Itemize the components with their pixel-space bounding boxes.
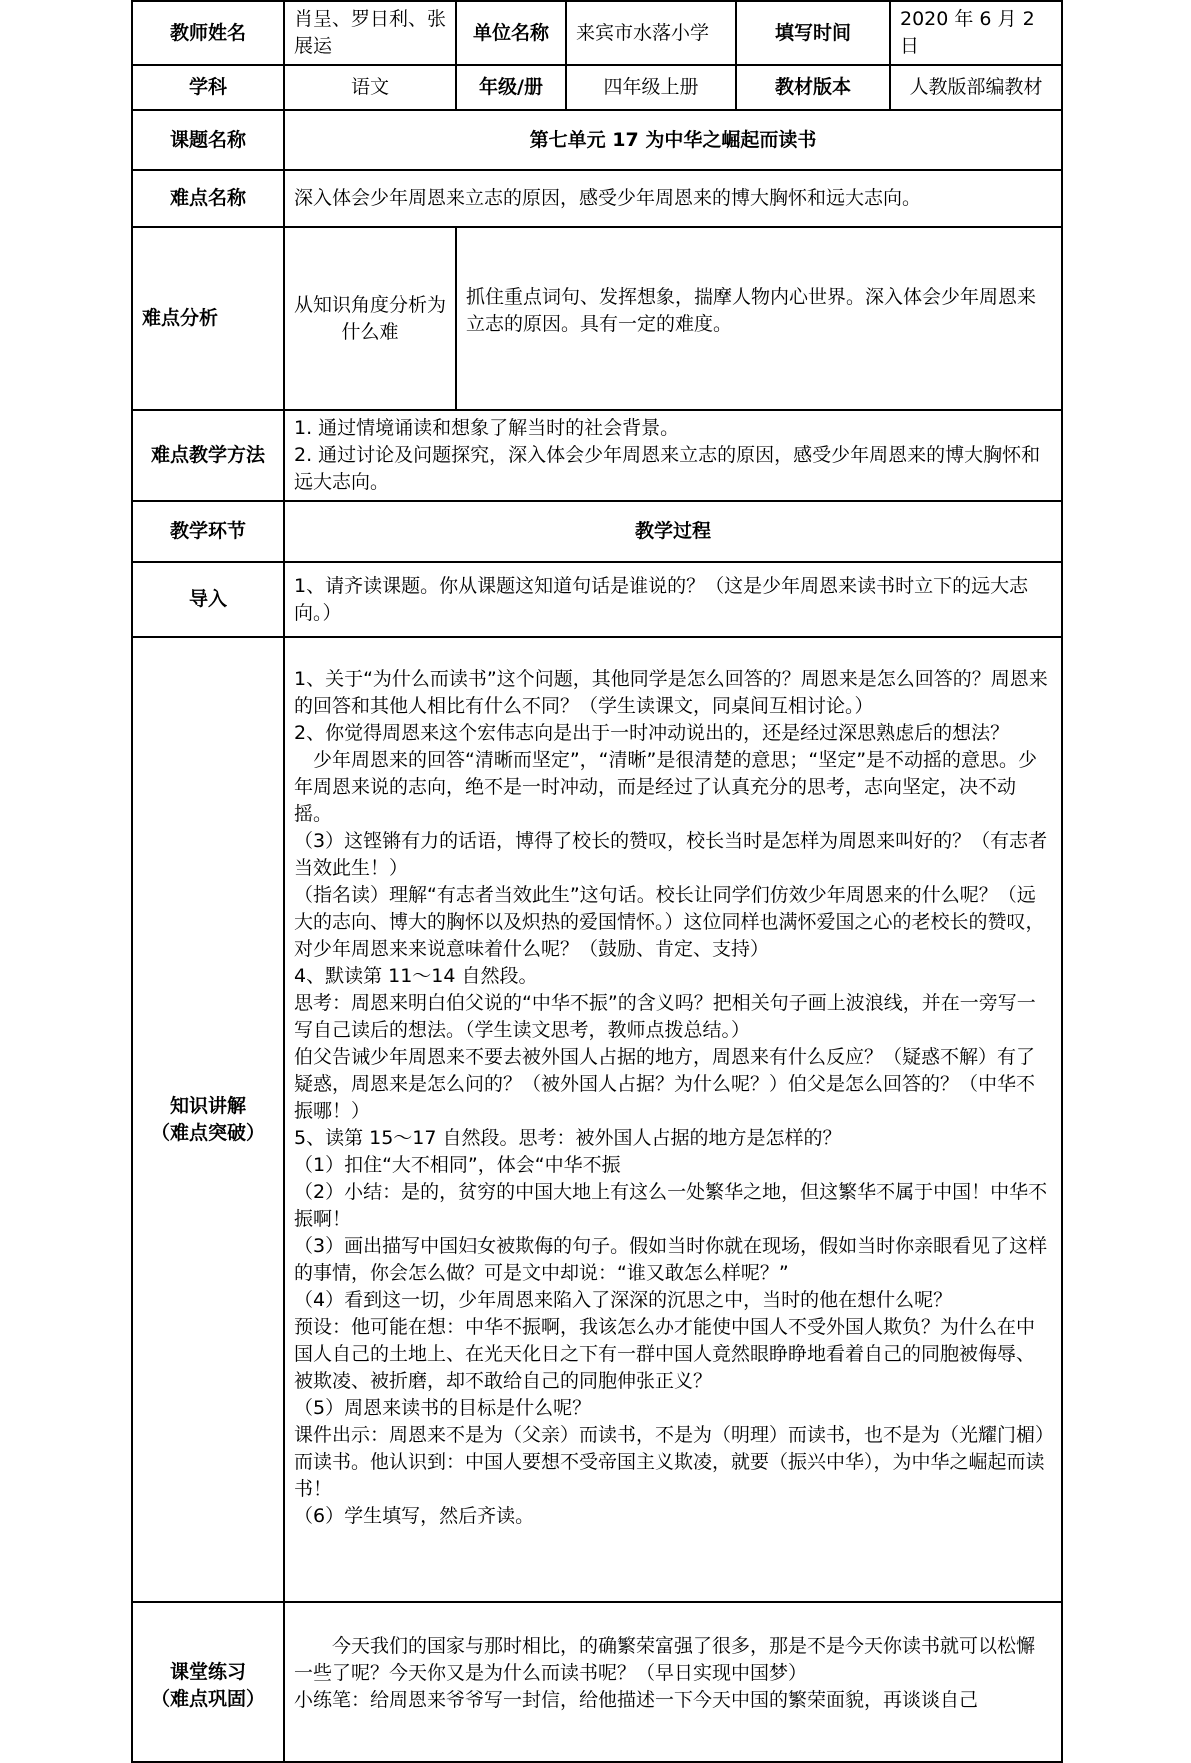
knowledge-paragraph: （2）小结：是的，贫穷的中国大地上有这么一处繁华之地，但这繁华不属于中国！中华不振啊！ [294,1181,1048,1230]
knowledge-paragraph: （3）画出描写中国妇女被欺侮的句子。假如当时你就在现场，假如当时你亲眼看见了这样的事情，你会怎么做？可是文中却说：“谁又敢怎么样呢？” [294,1235,1048,1284]
header-row-1 [132,1,1062,65]
practice-row [132,1602,1062,1762]
knowledge-paragraph: 少年周恩来的回答“清晰而坚定”，“清晰”是很清楚的意思；“坚定”是不动摇的意思。少年周恩来说的志向，绝不是一时冲动，而是经过了认真充分的思考，志向坚定，决不动摇。 [294,749,1038,825]
edition-value: 人教版部编教材 [890,65,1062,110]
edition-label: 教材版本 [736,65,890,110]
difficulty-label: 难点名称 [132,170,284,227]
grade-label: 年级/册 [456,65,566,110]
method-line-2: 2. 通过讨论及问题探究，深入体会少年周恩来立志的原因，感受少年周恩来的博大胸怀和远大志向。 [294,444,1041,493]
grade-value: 四年级上册 [566,65,736,110]
practice-paragraph: 今天我们的国家与那时相比，的确繁荣富强了很多，那是不是今天你读书就可以松懈一些了呢？今天你又是为什么而读书呢？（早日实现中国梦） [294,1635,1036,1684]
knowledge-row [132,637,1062,1602]
method-line-1: 1. 通过情境诵读和想象了解当时的社会背景。 [294,417,680,439]
knowledge-paragraph: 4、默读第 11～14 自然段。 [294,965,538,987]
process-label: 教学过程 [284,501,1062,562]
difficulty-row [132,170,1062,227]
knowledge-paragraph: （6）学生填写，然后齐读。 [294,1505,535,1527]
knowledge-paragraph: 思考：周恩来明白伯父说的“中华不振”的含义吗？把相关句子画上波浪线，并在一旁写一写自己读后的想法。（学生读文思考，教师点拨总结。） [294,992,1036,1041]
analysis-row [132,227,1062,410]
subject-label: 学科 [132,65,284,110]
knowledge-paragraph: （1）扣住“大不相同”，体会“中华不振 [294,1154,621,1176]
knowledge-paragraph: （4）看到这一切，少年周恩来陷入了深深的沉思之中，当时的他在想什么呢？ [294,1289,953,1311]
analysis-value: 抓住重点词句、发挥想象，揣摩人物内心世界。深入体会少年周恩来立志的原因。具有一定的难度。 [456,227,1062,410]
intro-label-text: 导入 [188,588,227,610]
practice-paragraph: 小练笔：给周恩来爷爷写一封信，给他描述一下今天中国的繁荣面貌，再谈谈自己 [294,1689,979,1711]
practice-label [132,1602,284,1762]
method-label: 难点教学方法 [132,410,284,501]
knowledge-paragraph: 2、你觉得周恩来这个宏伟志向是出于一时冲动说出的，还是经过深思熟虑后的想法？ [294,722,1010,744]
unit-value: 来宾市水落小学 [566,1,736,65]
practice-label-line-2: （难点巩固） [150,1688,265,1710]
teacher-label: 教师姓名 [132,1,284,65]
lesson-plan-table [131,0,1063,1763]
knowledge-label [132,637,284,1602]
knowledge-paragraph: （3）这铿锵有力的话语，博得了校长的赞叹，校长当时是怎样为周恩来叫好的？（有志者当效此生！） [294,830,1048,879]
method-value [284,410,1062,501]
date-label: 填写时间 [736,1,890,65]
knowledge-paragraph: （指名读）理解“有志者当效此生”这句话。校长让同学们仿效少年周恩来的什么呢？（远大的志向、博大的胸怀以及炽热的爱国情怀。）这位同样也满怀爱国之心的老校长的赞叹，对少年周恩来来说意味着什么呢？（鼓励、肯定、支持） [294,884,1045,960]
intro-value: 1、请齐读课题。你从课题这知道句话是谁说的？（这是少年周恩来读书时立下的远大志向。） [284,562,1062,637]
analysis-sub-label: 从知识角度分析为什么难 [284,227,456,410]
date-value: 2020 年 6 月 2 日 [890,1,1062,65]
knowledge-paragraph: 5、读第 15～17 自然段。思考：被外国人占据的地方是怎样的？ [294,1127,842,1149]
method-row [132,410,1062,501]
practice-content [284,1602,1062,1762]
knowledge-paragraph: 预设：他可能在想：中华不振啊，我该怎么办才能使中国人不受外国人欺负？为什么在中国人自己的土地上、在光天化日之下有一群中国人竟然眼睁睁地看着自己的同胞被侮辱、被欺凌、被折磨，却不敢给自己的同胞伸张正义？ [294,1316,1036,1392]
intro-label [132,562,284,637]
lesson-title: 第七单元 17 为中华之崛起而读书 [284,110,1062,170]
teacher-value: 肖呈、罗日利、张展运 [284,1,456,65]
phase-row [132,501,1062,562]
knowledge-paragraph: 伯父告诫少年周恩来不要去被外国人占据的地方，周恩来有什么反应？（疑惑不解）有了疑惑，周恩来是怎么问的？（被外国人占据？为什么呢？）伯父是怎么回答的？（中华不振哪！） [294,1046,1036,1122]
knowledge-label-line-1: 知识讲解 [169,1094,246,1117]
practice-label-line-1: 课堂练习 [169,1661,246,1683]
analysis-label: 难点分析 [132,227,284,410]
knowledge-label-line-2: （难点突破） [150,1121,265,1144]
knowledge-paragraph: 课件出示：周恩来不是为（父亲）而读书，不是为（明理）而读书，也不是为（光耀门楣）而读书。他认识到：中国人要想不受帝国主义欺凌，就要（振兴中华），为中华之崛起而读书！ [294,1424,1045,1500]
phase-label: 教学环节 [132,501,284,562]
intro-row [132,562,1062,637]
knowledge-paragraph: 1、关于“为什么而读书”这个问题，其他同学是怎么回答的？周恩来是怎么回答的？周恩来的回答和其他人相比有什么不同？（学生读课文，同桌间互相讨论。） [294,668,1048,717]
knowledge-content [284,637,1062,1602]
unit-label: 单位名称 [456,1,566,65]
title-row [132,110,1062,170]
title-label: 课题名称 [132,110,284,170]
subject-value: 语文 [284,65,456,110]
header-row-2 [132,65,1062,110]
knowledge-paragraph: （5）周恩来读书的目标是什么呢？ [294,1397,592,1419]
difficulty-value: 深入体会少年周恩来立志的原因，感受少年周恩来的博大胸怀和远大志向。 [284,170,1062,227]
